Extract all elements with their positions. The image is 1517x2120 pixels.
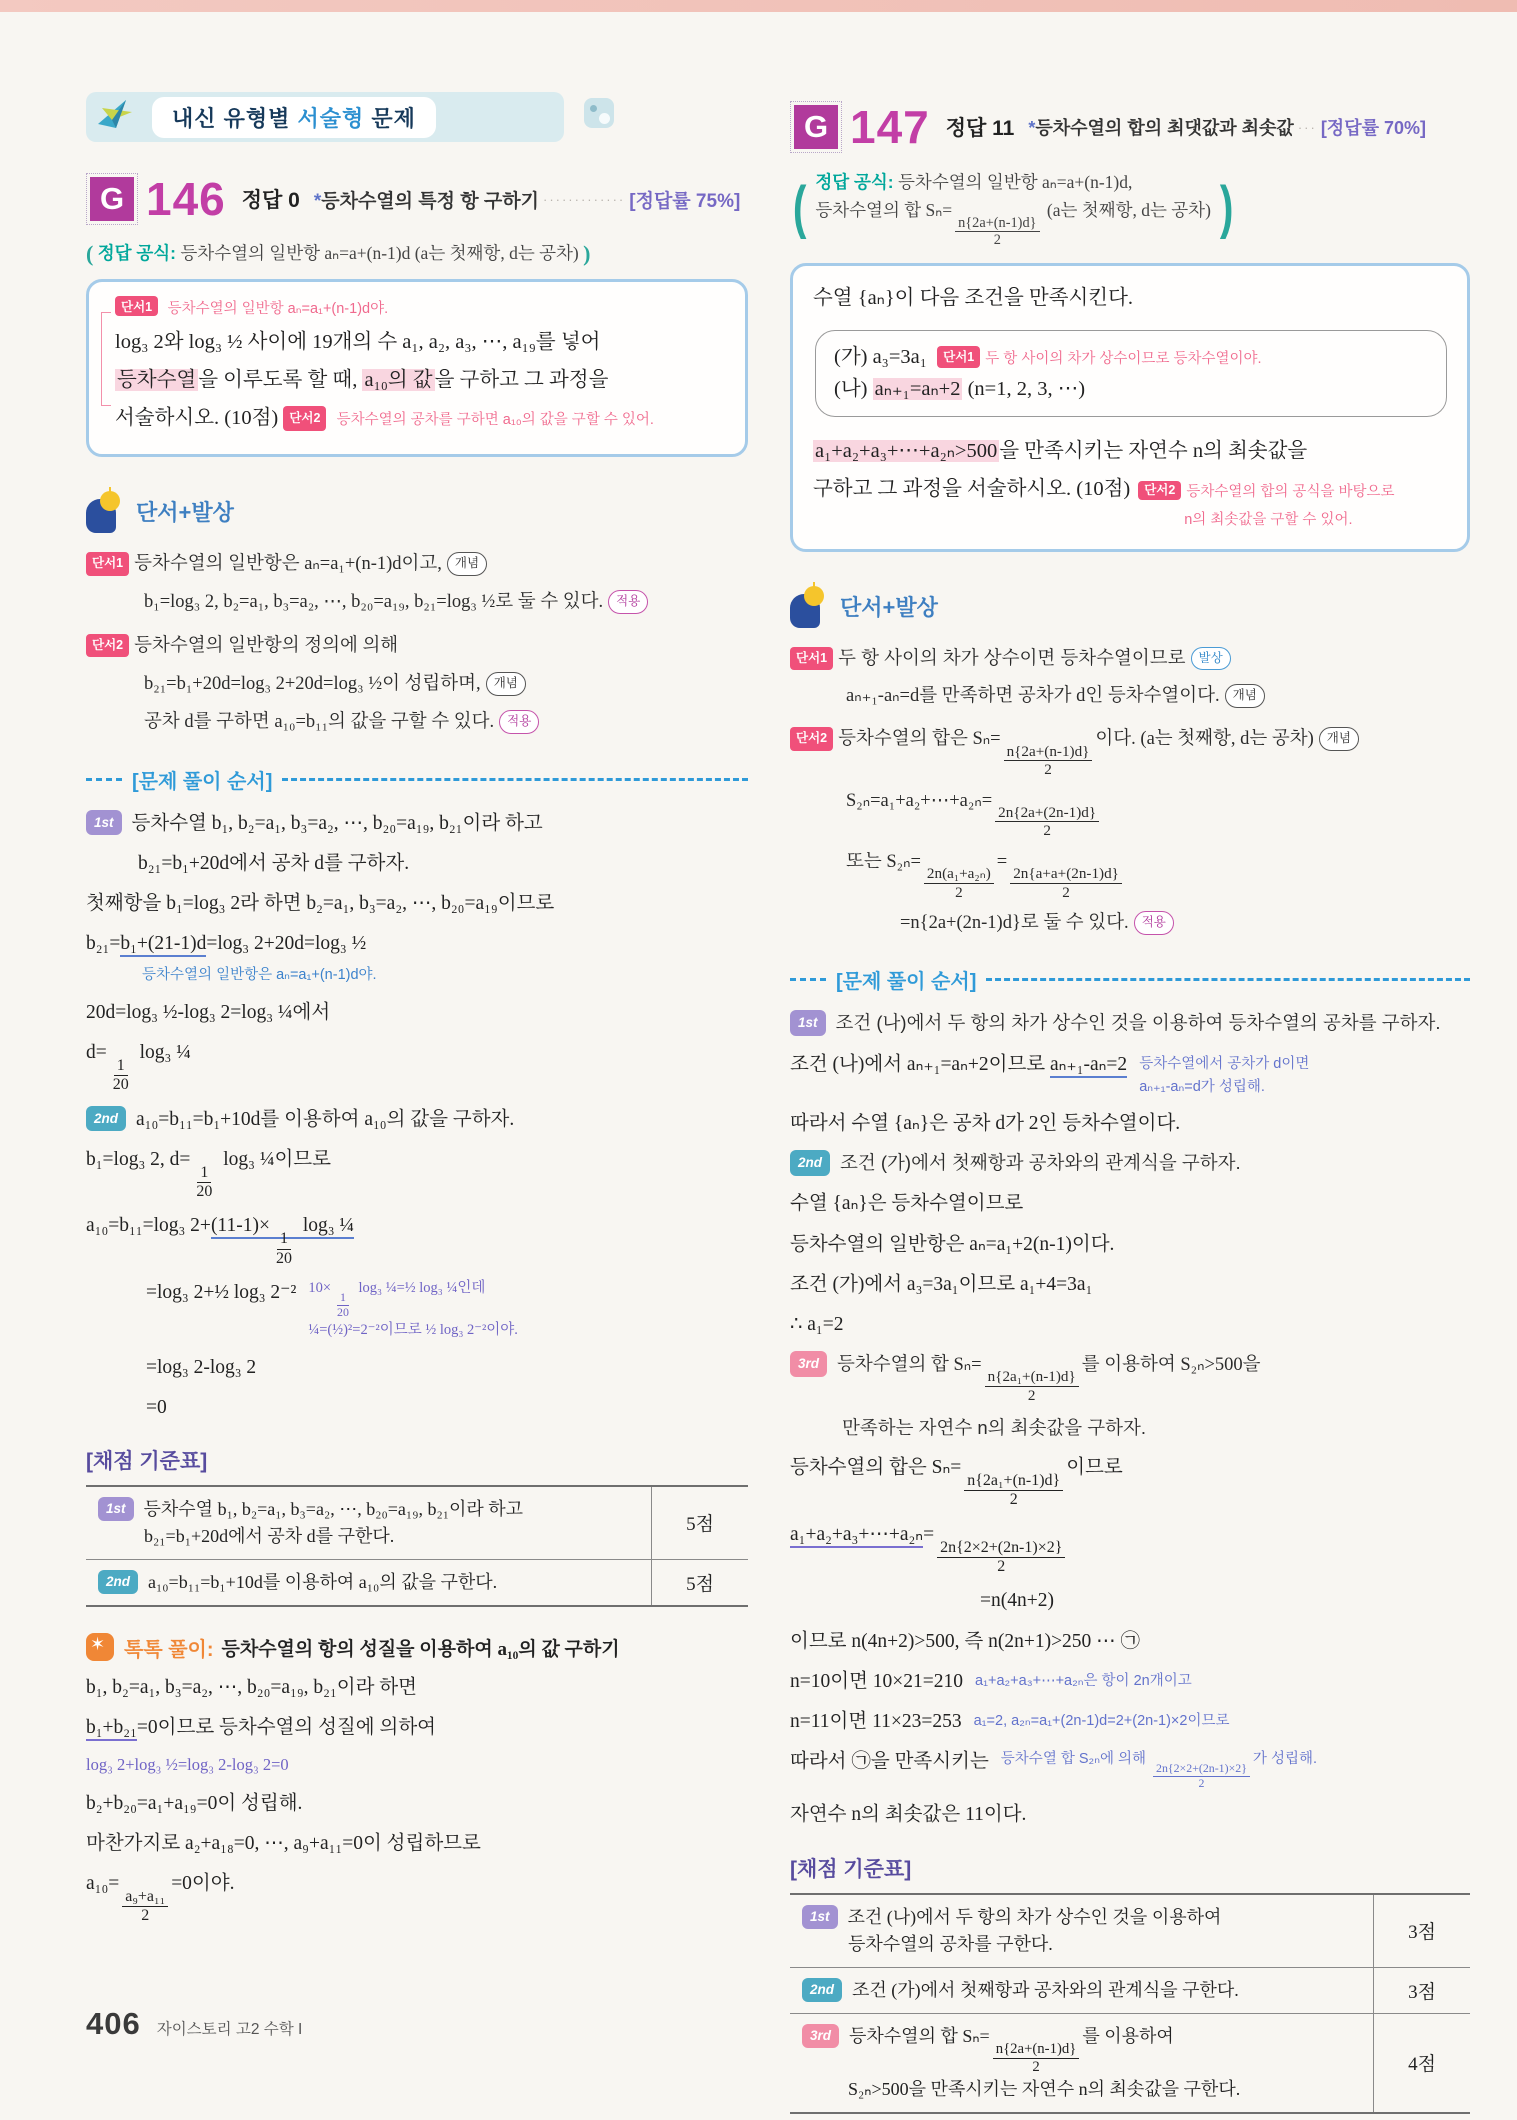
math-text: =0이므로 등차수열의 성질에 의하여 — [136, 1717, 436, 1739]
clue2-line4 — [790, 907, 1470, 939]
step1-line2: b₂₁=b₁+20d에서 공차 d를 구하자. — [138, 852, 410, 874]
rubric-points: 3점 — [1373, 1895, 1470, 1967]
clue-text: 또는 S₂ₙ= — [846, 851, 921, 872]
math-text: =log₃ 2+20d=log₃ ½ — [206, 933, 367, 955]
math-text: n=11이면 11×23=253 — [790, 1710, 962, 1732]
concept-badge: 개념 — [1225, 684, 1265, 708]
sol-line-with-note — [790, 1746, 1470, 1790]
step1-badge: 1st — [790, 1010, 826, 1036]
rubric-row-text — [790, 1895, 1373, 1967]
leader-dots: ············· — [542, 191, 626, 207]
rubric-text: 조건 (가)에서 첫째항과 공차와의 관계식을 구한다. — [852, 1979, 1239, 2000]
step1-badge: 1st — [802, 1905, 838, 1929]
note-text: aₙ₊₁-aₙ=d가 성립해. — [1139, 1078, 1265, 1095]
sol-line-fraction — [86, 1144, 748, 1202]
rubric-row-text — [86, 1560, 651, 1605]
math-text: 조건 (나)에서 aₙ₊₁=aₙ+2이므로 aₙ₊₁-aₙ=2 — [790, 1049, 1127, 1080]
answer-formula-147 — [790, 168, 1470, 249]
header-title-post: 문제 — [364, 105, 416, 131]
leader-dots: ··· — [1297, 119, 1317, 135]
solution-147 — [790, 1008, 1470, 1830]
bracket-close: ) — [1219, 175, 1234, 241]
clue-text: 공차 d를 구하면 a₁₀=b₁₁의 값을 구할 수 있다. — [144, 712, 495, 733]
rubric-text: a₁₀=b₁₁=b₁+10d를 이용하여 a₁₀의 값을 구한다. — [148, 1571, 498, 1592]
step3-line2: 만족하는 자연수 n의 최솟값을 구하자. — [842, 1417, 1147, 1439]
clue1-text: 두 항 사이의 차가 상수이므로 등차수열이야. — [985, 350, 1262, 367]
step-text: 조건 (가)에서 첫째항과 공차와의 관계식을 구하자. — [840, 1152, 1241, 1174]
formula-body: 등차수열의 일반항 aₙ=a+(n-1)d (a는 첫째항, d는 공차) — [180, 243, 579, 263]
clue1-line2 — [790, 680, 1470, 712]
sol-line-with-note — [790, 1049, 1470, 1099]
math-text: log₃ ¼ — [134, 1041, 191, 1063]
sol-line: 이므로 n(4n+2)>500, 즉 n(2n+1)>250 ⋯ ㉠ — [790, 1630, 1141, 1652]
math-text: d= — [86, 1041, 107, 1063]
page-footer — [86, 2006, 302, 2042]
problem-147-req2 — [813, 471, 1449, 532]
clue2-badge: 단서2 — [86, 634, 129, 658]
condition-na — [834, 373, 1428, 406]
paper-plane-icon — [92, 94, 138, 143]
clue-text: b₂₁=b₁+20d=log₃ 2+20d=log₃ ½이 성립하며, — [144, 673, 481, 694]
clue2-line2 — [790, 785, 1470, 840]
problem-type — [314, 186, 539, 213]
highlight-term: a₁+a₂+a₃+⋯+a₂ₙ>500 — [815, 440, 998, 463]
fraction: $\frac{1}{20}$ — [112, 1056, 129, 1094]
clue-text: 이다. (a는 첫째항, d는 공차) — [1095, 729, 1314, 750]
clue-idea-header — [790, 586, 1470, 628]
math-text: b₁=log₃ 2, d= — [86, 1148, 191, 1170]
sol-line-underlined — [790, 1519, 1470, 1577]
clue-text: 등차수열의 일반항은 aₙ=a₁+(n-1)d이고, — [134, 553, 442, 574]
clue1-line2 — [86, 586, 748, 618]
rubric-text: 등차수열 b₁, b₂=a₁, b₃=a₂, ⋯, b₂₀=a₁₉, b₂₁이라 하고 — [143, 1498, 524, 1519]
step1-badge: 1st — [98, 1497, 134, 1521]
step-text: 등차수열 b₁, b₂=a₁, b₃=a₂, ⋯, b₂₀=a₁₉, b₂₁이라 하고 — [131, 812, 543, 834]
note-text: log₃ ¼=½ log₃ ¼인데 — [354, 1280, 486, 1297]
decor-icon — [584, 98, 614, 128]
step2-line — [790, 1148, 1470, 1179]
lightbulb-head-icon — [790, 586, 830, 628]
sol-line: 따라서 수열 {aₙ}은 공차 d가 2인 등차수열이다. — [790, 1112, 1181, 1134]
concept-badge: 개념 — [1319, 727, 1359, 751]
condition-ga — [834, 341, 1428, 374]
sol-line: =0 — [146, 1396, 167, 1418]
clue2-badge: 단서2 — [1138, 481, 1181, 500]
clue2-line — [790, 722, 1470, 778]
sol-line-fraction — [790, 1452, 1470, 1510]
firecracker-icon: ✶ — [86, 1633, 114, 1661]
clue-text: S₂ₙ=a₁+a₂+⋯+a₂ₙ= — [846, 790, 993, 811]
right-column — [790, 100, 1470, 2114]
sol-line-with-note — [790, 1706, 1470, 1737]
page-top-edge — [0, 0, 1517, 12]
clue2-text: 등차수열의 공차를 구하면 a₁₀의 값을 구할 수 있어. — [336, 411, 654, 428]
fraction: $\frac{1}{20}$ — [196, 1163, 213, 1201]
problem-text: 구하고 그 과정을 서술하시오. (10점) — [813, 478, 1131, 501]
star-mark: * — [313, 190, 322, 212]
clue2-badge: 단서2 — [790, 727, 833, 751]
sol-line: 마찬가지로 a₂+a₁₈=0, ⋯, a₉+a₁₁=0이 성립하므로 — [86, 1832, 481, 1854]
rubric-row-text — [86, 1487, 651, 1559]
fraction: $\frac{\text{n\{2a₁+(n-1)d\}}}{2}$ — [964, 1472, 1063, 1510]
underlined-math: (11-1)× $\frac{1}{20}$ log₃ ¼ — [210, 1215, 355, 1267]
problem-number: 146 — [146, 173, 226, 225]
problem-text: 을 구하고 그 과정을 — [434, 368, 609, 391]
math-text: a₁₀= — [86, 1873, 120, 1895]
formula-line2: 등차수열의 합 Sₙ= — [815, 200, 953, 220]
sol-line: =log₃ 2-log₃ 2 — [146, 1356, 257, 1378]
problem-answer: 정답 11 — [945, 117, 1015, 140]
condition-text: (n=1, 2, 3, ⋯) — [962, 378, 1086, 401]
sol-line-fraction — [86, 1037, 748, 1095]
clue1-badge: 단서1 — [790, 647, 833, 671]
tok-title: 등차수열의 항의 성질을 이용하여 a₁₀의 값 구하기 — [221, 1638, 620, 1660]
unit-badge-wrap — [790, 101, 842, 153]
problem-box-146 — [86, 279, 748, 457]
fraction: $\frac{2n\{a+a+(2n-1)d\}}{2}$ — [1010, 865, 1122, 901]
rubric-title-147: [채점 기준표] — [790, 1857, 912, 1881]
clue2-text: n의 최솟값을 구할 수 있어. — [1184, 511, 1353, 528]
underlined-math: a₁+a₂+a₃+⋯+a₂ₙ — [790, 1524, 923, 1548]
sol-line-fraction — [86, 1868, 748, 1926]
book-title: 자이스토리 고2 수학 I — [156, 2021, 303, 2038]
sol-line: b₂+b₂₀=a₁+a₁₉=0이 성립해. — [86, 1792, 303, 1814]
note-text: a₁=2, a₂ₙ=a₁+(2n-1)d=2+(2n-1)×2이므로 — [973, 1712, 1230, 1729]
clue-text: = — [996, 851, 1008, 872]
step3-badge: 3rd — [790, 1351, 827, 1377]
fraction: $\frac{1}{20}$ — [337, 1290, 349, 1319]
clue2-text: 등차수열의 합의 공식을 바탕으로 — [1186, 484, 1395, 501]
tok-solution-body — [86, 1672, 748, 1926]
star-mark: * — [1028, 118, 1036, 138]
clue1-annotation — [115, 296, 727, 318]
problem-type-label: 등차수열의 특정 항 구하기 — [321, 190, 539, 212]
problem-147-req1 — [813, 433, 1449, 471]
sol-text: 따라서 ㉠을 만족시키는 — [790, 1751, 989, 1773]
clue-text: =n{2a+(2n-1)d}로 둘 수 있다. — [900, 913, 1129, 933]
fraction: $\frac{1}{20}$ — [275, 1230, 292, 1267]
clue-idea-section-146 — [86, 491, 748, 739]
conditions-box — [815, 330, 1447, 418]
condition-text: (가) a₃=3a₁ — [834, 345, 927, 368]
formula-line2-post: (a는 첫째항, d는 공차) — [1042, 200, 1211, 220]
step3-line — [790, 1349, 1470, 1404]
note-text: 등차수열 합 S₂ₙ에 의해 — [1000, 1751, 1151, 1768]
sol-line-underlined — [86, 1712, 748, 1743]
rubric-text: 조건 (나)에서 두 항의 차가 상수인 것을 이용하여 — [847, 1906, 1222, 1927]
sol-line: b₁, b₂=a₁, b₃=a₂, ⋯, b₂₀=a₁₉, b₂₁이라 하면 — [86, 1676, 417, 1698]
math-text: 등차수열의 합은 Sₙ= — [790, 1456, 962, 1478]
step-text: a₁₀=b₁₁=b₁+10d를 이용하여 a₁₀의 값을 구하자. — [136, 1108, 515, 1130]
solution-order-title: [문제 풀이 순서] — [836, 971, 977, 994]
peri-note-block — [1001, 1746, 1317, 1790]
answer-rate: [정답률 70%] — [1320, 118, 1426, 138]
clue-idea-title: 단서+발상 — [840, 595, 938, 620]
clue1-line — [86, 547, 748, 580]
math-text: = — [923, 1523, 935, 1545]
clue2-line — [86, 629, 748, 662]
rubric-text: b₂₁=b₁+20d에서 공차 d를 구한다. — [144, 1525, 395, 1546]
rubric-row-text — [790, 1968, 1373, 2013]
step2-badge: 2nd — [98, 1570, 138, 1594]
sol-line: ∴ a₁=2 — [790, 1313, 844, 1335]
clue2-badge: 단서2 — [283, 406, 326, 431]
sol-line-with-note — [86, 1277, 748, 1342]
rubric-row — [790, 2014, 1470, 2112]
answer-rate: [정답률 75%] — [629, 190, 741, 212]
formula-line1: 등차수열의 일반항 aₙ=a+(n-1)d, — [893, 172, 1133, 192]
math-text: =0이야. — [171, 1873, 235, 1895]
highlight-term: a₁₀의 값 — [364, 368, 433, 391]
step-text: 등차수열의 합 Sₙ= $\frac{\text{n\{2a₁+(n-1)d\}}}{2}$ 를 이용하여 S₂ₙ>500을 — [837, 1355, 1261, 1404]
clue2-line2 — [86, 668, 748, 700]
rubric-table-146 — [86, 1485, 748, 1607]
peri-note-block — [1139, 1049, 1309, 1099]
rubric-row — [790, 1968, 1470, 2014]
note-text: a₁+a₂+a₃+⋯+a₂ₙ은 항이 2n개이고 — [975, 1672, 1192, 1689]
math-text: a₁₀=b₁₁=log₃ 2+ — [86, 1215, 211, 1237]
header-title-accent: 서술형 — [297, 105, 365, 131]
problem-147-title — [790, 100, 1470, 154]
solution-order-title: [문제 풀이 순서] — [132, 770, 273, 793]
clue1-text: 등차수열의 일반항 aₙ=a₁+(n-1)d야. — [167, 301, 389, 317]
problem-answer: 정답 0 — [241, 189, 300, 212]
rubric-text: S₂ₙ>500을 만족시키는 자연수 n의 최솟값을 구한다. — [848, 2078, 1241, 2099]
sol-line-underlined — [86, 1210, 748, 1268]
clue-idea-title: 단서+발상 — [136, 500, 234, 526]
clue-idea-body — [790, 642, 1470, 940]
tok-label: 톡톡 풀이: — [124, 1638, 214, 1661]
step2-badge: 2nd — [802, 1978, 842, 2002]
idea-badge: 발상 — [1191, 647, 1231, 671]
fraction: $\frac{2n\{2\times 2+(2n-1)\times 2\}}{2}$ — [937, 1539, 1065, 1577]
problem-text: 을 만족시키는 자연수 n의 최솟값을 — [999, 440, 1308, 463]
clue-text: aₙ₊₁-aₙ=d를 만족하면 공차가 d인 등차수열이다. — [846, 685, 1220, 706]
clue-text: b₁=log₃ 2, b₂=a₁, b₃=a₂, ⋯, b₂₀=a₁₉, b₂₁=log₃ ½로 둘 수 있다. — [144, 592, 604, 613]
section-header-title — [152, 97, 436, 138]
clue-text: 두 항 사이의 차가 상수이면 등차수열이므로 — [838, 646, 1186, 668]
rubric-text: 등차수열의 합 Sₙ= — [849, 2025, 990, 2046]
fraction: $\frac{\text{n\{2a₁+(n-1)d\}}}{2}$ — [985, 1368, 1079, 1404]
blue-note: 등차수열의 일반항은 aₙ=a₁+(n-1)d야. — [142, 967, 377, 984]
unit-badge-wrap — [86, 173, 138, 225]
step-text: 조건 (나)에서 두 항의 차가 상수인 것을 이용하여 등차수열의 공차를 구하자. — [835, 1012, 1441, 1034]
math-text: 이므로 — [1066, 1456, 1123, 1478]
apply-badge: 적용 — [608, 590, 648, 614]
problem-box-147 — [790, 263, 1470, 552]
apply-badge: 적용 — [499, 710, 539, 734]
solution-146 — [86, 808, 748, 1423]
sol-line-underlined — [86, 928, 748, 959]
rubric-points: 3점 — [1373, 1968, 1470, 2013]
clue2-annotation — [1138, 471, 1394, 532]
note-text: 가 성립해. — [1252, 1751, 1317, 1768]
fraction: $\frac{n\{2a+(n-1)d\}}{2}$ — [955, 215, 1039, 249]
problem-type-label: 등차수열의 합의 최댓값과 최솟값 — [1035, 118, 1294, 138]
step1-badge: 1st — [86, 810, 122, 836]
tok-solution-header — [86, 1633, 748, 1662]
clue-text: 등차수열의 일반항의 정의에 의해 — [134, 635, 399, 656]
clue1-badge: 단서1 — [115, 296, 158, 316]
section-header-bar — [86, 92, 564, 142]
rubric-title-146: [채점 기준표] — [86, 1449, 208, 1473]
problem-type — [1028, 114, 1293, 140]
problem-147-intro: 수열 {aₙ}이 다음 조건을 만족시킨다. — [813, 286, 1134, 309]
sol-line: 조건 (가)에서 a₃=3a₁이므로 a₁+4=3a₁ — [790, 1273, 1093, 1295]
note-text: 10× — [308, 1280, 332, 1297]
clue1-badge: 단서1 — [937, 346, 980, 368]
fraction: $\frac{\text{2n(a₁+a₂ₙ)}}{2}$ — [924, 865, 994, 901]
sol-line: 첫째항을 b₁=log₃ 2라 하면 b₂=a₁, b₃=a₂, ⋯, b₂₀=a₁₉이므로 — [86, 893, 555, 915]
concept-badge: 개념 — [486, 672, 526, 696]
rubric-text: 를 이용하여 — [1082, 2025, 1174, 2046]
sol-line: 자연수 n의 최솟값은 11이다. — [790, 1804, 1027, 1826]
underlined-math: b₁+b₂₁ — [86, 1717, 137, 1741]
problem-146-line2 — [115, 362, 727, 400]
clue2-line3 — [790, 846, 1470, 901]
rubric-points: 4점 — [1373, 2014, 1470, 2112]
problem-146-line3 — [115, 400, 727, 438]
page-number: 406 — [86, 2006, 141, 2041]
step1-line — [86, 808, 748, 839]
rubric-table-147 — [790, 1893, 1470, 2114]
concept-badge: 개념 — [447, 552, 487, 576]
sol-line: =n(4n+2) — [980, 1590, 1054, 1612]
step1-line — [790, 1008, 1470, 1039]
highlight-term: aₙ₊₁=aₙ+2 — [874, 378, 961, 401]
underlined-math: b₁+(21-1)d — [120, 933, 206, 957]
sol-line: 등차수열의 일반항은 aₙ=a₁+2(n-1)이다. — [790, 1233, 1115, 1255]
apply-badge: 적용 — [1134, 911, 1174, 935]
paren-open: ( — [86, 241, 94, 266]
header-title-pre: 내신 유형별 — [172, 105, 298, 131]
fraction: $\frac{\text{a₉+a₁₁}}{2}$ — [122, 1888, 168, 1926]
clue-idea-section-147 — [790, 586, 1470, 940]
problem-text: 서술하시오. (10점) — [115, 406, 279, 429]
formula-body-147 — [815, 168, 1211, 249]
math-text: n=10이면 10×21=210 — [790, 1670, 964, 1692]
fraction: $\frac{n\{2a+(n-1)d\}}{2}$ — [1004, 743, 1093, 779]
rubric-text: 등차수열의 공차를 구한다. — [848, 1933, 1053, 1954]
unit-g-badge: G — [90, 177, 134, 221]
problem-146-line1: log₃ 2와 log₃ ½ 사이에 19개의 수 a₁, a₂, a₃, ⋯, a₁₉를 넣어 — [115, 331, 601, 353]
fraction: $\frac{n\{2a+(n-1)d\}}{2}$ — [993, 2041, 1080, 2076]
rubric-points: 5점 — [651, 1487, 748, 1559]
bracket-open: ( — [792, 175, 807, 241]
clue1-badge: 단서1 — [86, 552, 129, 576]
step2-line — [86, 1104, 748, 1135]
purple-note-block — [308, 1277, 518, 1342]
math-text: =log₃ 2+½ log₃ 2⁻² — [146, 1282, 297, 1304]
sol-line: 수열 {aₙ}은 등차수열이므로 — [790, 1193, 1024, 1215]
math-text: b₂₁= — [86, 933, 121, 955]
sol-line-with-note — [790, 1666, 1470, 1697]
clue-connector-line — [101, 312, 111, 406]
step2-badge: 2nd — [86, 1106, 126, 1132]
highlight-term: 등차수열 — [117, 368, 197, 391]
clue-text: 등차수열의 합은 Sₙ= — [838, 729, 1001, 750]
problem-146-title — [86, 172, 748, 226]
left-column — [86, 92, 748, 1935]
math-text: log₃ ¼이므로 — [218, 1148, 331, 1170]
formula-label: 정답 공식: — [97, 243, 177, 263]
formula-label: 정답 공식: — [815, 172, 894, 192]
fraction: $\frac{2n\{2\times 2+(2n-1)\times 2\}}{2}$ — [1153, 1762, 1250, 1790]
solution-order-header-146 — [86, 765, 748, 794]
unit-g-badge: G — [794, 105, 838, 149]
problem-number: 147 — [850, 101, 930, 153]
condition-text: (나) — [834, 378, 873, 401]
clue1-line — [790, 642, 1470, 674]
paren-close: ) — [583, 241, 591, 266]
rubric-row — [790, 1895, 1470, 1968]
fraction: $\frac{2n\{2a+(2n-1)d\}}{2}$ — [995, 804, 1099, 840]
step2-badge: 2nd — [790, 1150, 830, 1176]
answer-formula-146 — [86, 240, 748, 267]
rubric-row — [86, 1560, 748, 1605]
lightbulb-head-icon — [86, 491, 126, 533]
purple-note: log₃ 2+log₃ ½=log₃ 2-log₃ 2=0 — [86, 1755, 289, 1775]
rubric-row-text — [790, 2014, 1373, 2112]
note-text: ¼=(½)²=2⁻²이므로 ½ log₃ 2⁻²이야. — [308, 1322, 518, 1339]
problem-text: 을 이루도록 할 때, — [198, 368, 363, 391]
step3-badge: 3rd — [802, 2024, 839, 2048]
note-text: 등차수열에서 공차가 d이면 — [1139, 1055, 1310, 1072]
underlined-math: aₙ₊₁-aₙ=2 — [1050, 1054, 1127, 1078]
clue2-line3 — [86, 706, 748, 738]
clue-idea-header — [86, 491, 748, 533]
sol-line: 20d=log₃ ½-log₃ 2=log₃ ¼에서 — [86, 1001, 331, 1023]
rubric-row — [86, 1487, 748, 1560]
clue-idea-body — [86, 547, 748, 739]
rubric-points: 5점 — [651, 1560, 748, 1605]
solution-order-header-147 — [790, 965, 1470, 994]
